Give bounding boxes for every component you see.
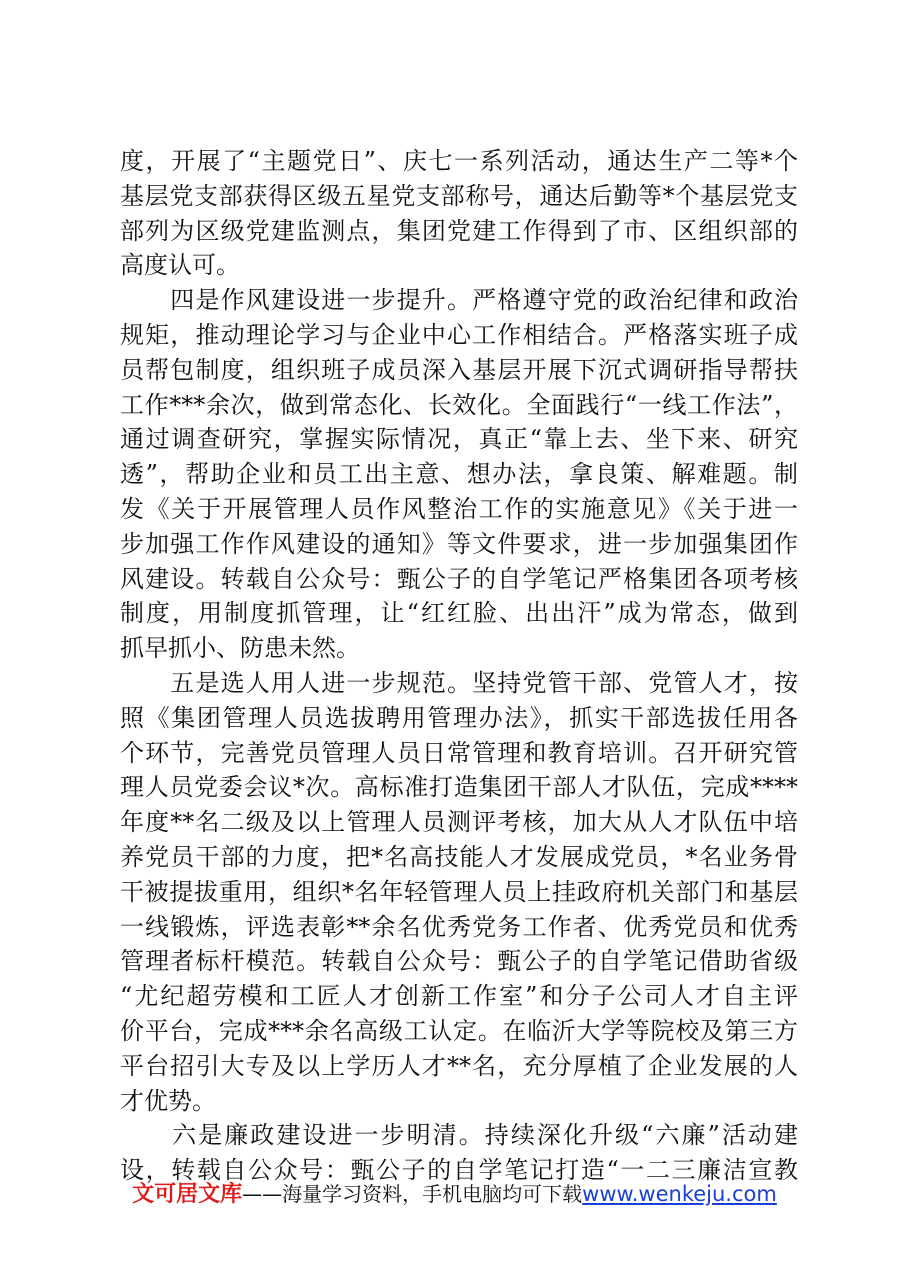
text-line: 透”，帮助企业和员工出主意、想办法，拿良策、解难题。制 — [120, 460, 798, 489]
footer-banner — [0, 1180, 909, 1209]
text-line: 一线锻炼，评选表彰**余名优秀党务工作者、优秀党员和优秀 — [120, 912, 798, 941]
footer-tagline: 海量学习资料，手机电脑均可下载 — [282, 1182, 583, 1206]
text-line: 发《关于开展管理人员作风整治工作的实施意见》《关于进一 — [120, 494, 798, 523]
text-line: 价平台，完成***余名高级工认定。在临沂大学等院校及第三方 — [120, 1016, 798, 1045]
text-line: 度，开展了“主题党日”、庆七一系列活动，通达生产二等*个 — [120, 147, 798, 175]
text-line: 基层党支部获得区级五星党支部称号，通达后勤等*个基层党支 — [120, 181, 798, 210]
text-line: 管理者标杆模范。转载自公众号：甄公子的自学笔记借助省级 — [120, 947, 798, 976]
text-line: 抓早抓小、防患未然。 — [120, 634, 360, 663]
text-line: 年度**名二级及以上管理人员测评考核，加大从人才队伍中培 — [120, 808, 798, 837]
footer-dash: —— — [242, 1182, 283, 1206]
text-line: 设，转载自公众号：甄公子的自学笔记打造“一二三廉洁宣教 — [120, 1156, 798, 1185]
text-line: 部列为区级党建监测点，集团党建工作得到了市、区组织部的 — [120, 216, 798, 245]
text-line: 制度，用制度抓管理，让“红红脸、出出汗”成为常态，做到 — [120, 599, 798, 628]
text-line: 干被提拔重用，组织*名年轻管理人员上挂政府机关部门和基层 — [120, 877, 798, 906]
text-line: 步加强工作作风建设的通知》等文件要求，进一步加强集团作 — [120, 529, 798, 558]
text-line: “尤纪超劳模和工匠人才创新工作室”和分子公司人才自主评 — [120, 982, 798, 1011]
text-line: 工作***余次，做到常态化、长效化。全面践行“一线工作法”， — [120, 390, 798, 419]
text-line: 养党员干部的力度，把*名高技能人才发展成党员，*名业务骨 — [120, 842, 798, 871]
text-line: 个环节，完善党员管理人员日常管理和教育培训。召开研究管 — [120, 738, 798, 767]
text-line: 才优势。 — [120, 1086, 216, 1115]
text-line: 四是作风建设进一步提升。严格遵守党的政治纪律和政治 — [120, 286, 798, 315]
text-line: 规矩，推动理论学习与企业中心工作相结合。严格落实班子成 — [120, 320, 798, 349]
text-line: 平台招引大专及以上学历人才**名，充分厚植了企业发展的人 — [120, 1051, 798, 1080]
footer-brand: 文可居文库 — [132, 1182, 243, 1207]
document-body — [120, 144, 798, 1188]
text-line: 通过调查研究，掌握实际情况，真正“靠上去、坐下来、研究 — [120, 425, 798, 454]
text-line: 风建设。转载自公众号：甄公子的自学笔记严格集团各项考核 — [120, 564, 798, 593]
text-line: 五是选人用人进一步规范。坚持党管干部、党管人才，按 — [120, 668, 798, 697]
text-line: 六是廉政建设进一步明清。持续深化升级“六廉”活动建 — [120, 1121, 798, 1150]
footer-website-link[interactable]: www.wenkeju.com — [582, 1182, 777, 1206]
text-line: 理人员党委会议*次。高标准打造集团干部人才队伍，完成**** — [120, 773, 798, 802]
text-line: 员帮包制度，组织班子成员深入基层开展下沉式调研指导帮扶 — [120, 355, 798, 384]
text-line: 照《集团管理人员选拔聘用管理办法》，抓实干部选拔任用各 — [120, 703, 798, 732]
text-line: 高度认可。 — [120, 251, 240, 280]
